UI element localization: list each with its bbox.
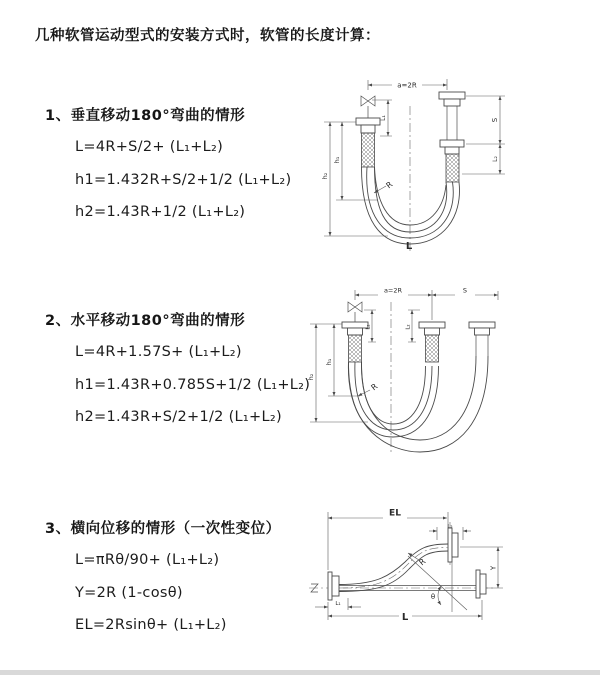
- formula-el: EL=2Rsinθ+ (L₁+L₂): [75, 617, 227, 634]
- label-h2: h₂: [307, 373, 315, 381]
- right-hose-fitting: [439, 92, 465, 182]
- section-3-heading: 3、横向位移的情形（一次性变位）: [45, 521, 281, 537]
- label-y: Y: [489, 565, 498, 571]
- left-hose-fitting: [356, 118, 380, 167]
- dimension-el: [328, 509, 448, 571]
- left-hose-fitting: [342, 322, 368, 362]
- angle-construction: [408, 556, 467, 612]
- label-s: S: [491, 117, 499, 123]
- lower-right-flange-fitting: [476, 570, 486, 598]
- right-hose-fitting: [469, 322, 495, 356]
- formula-length: L=4R+1.57S+ (L₁+L₂): [75, 344, 242, 361]
- left-flange-fitting: [328, 572, 339, 600]
- diagram-horizontal-180-bend: [298, 282, 545, 464]
- label-h1: h₁: [333, 156, 341, 164]
- section-vertical-movement: [45, 104, 291, 229]
- label-l2: L₂: [447, 524, 453, 530]
- label-l1: L₁: [335, 601, 341, 607]
- label-h2: h₂: [321, 172, 329, 180]
- hose-u-bend: [362, 167, 460, 244]
- dimension-l: [328, 600, 482, 623]
- label-r: R: [417, 556, 428, 568]
- label-r: R: [384, 179, 395, 191]
- hose-s-curve: [339, 544, 448, 592]
- middle-hose-fitting: [419, 322, 445, 362]
- upper-right-flange-fitting: [448, 528, 458, 562]
- label-el: EL: [389, 508, 401, 519]
- section-2-heading: 2、水平移动180°弯曲的情形: [45, 313, 246, 329]
- dimension-h2: [321, 122, 388, 236]
- label-l: L: [401, 612, 409, 623]
- label-a2r: a=2R: [383, 286, 403, 295]
- radius-callout: [374, 180, 395, 193]
- dimension-s: [432, 287, 498, 296]
- label-a2r: a=2R: [397, 81, 417, 90]
- section-1-heading: 1、垂直移动180°弯曲的情形: [45, 108, 246, 124]
- formula-h1: h1=1.432R+S/2+1/2 (L₁+L₂): [75, 171, 292, 188]
- formula-h2: h2=1.43R+1/2 (L₁+L₂): [75, 204, 246, 221]
- label-theta: θ: [430, 593, 436, 601]
- formula-h1: h1=1.43R+0.785S+1/2 (L₁+L₂): [75, 376, 311, 393]
- hose-u-bend-shifted: [348, 356, 488, 452]
- dimension-l1: [364, 310, 376, 342]
- formula-y: Y=2R (1-cosθ): [75, 584, 183, 601]
- dimension-l2: [406, 310, 421, 342]
- label-l2: L₂: [492, 156, 499, 162]
- dimension-a2r: [355, 287, 498, 321]
- valve-icon: [361, 96, 375, 118]
- section-1-formulas: [75, 131, 291, 229]
- formula-h2: h2=1.43R+S/2+1/2 (L₁+L₂): [75, 409, 282, 426]
- formula-length: L=πRθ/90+ (L₁+L₂): [75, 552, 220, 569]
- formula-length: L=4R+S/2+ (L₁+L₂): [75, 139, 224, 156]
- label-h1: h₁: [325, 358, 333, 366]
- label-r: R: [369, 381, 380, 393]
- dimension-s: [466, 96, 505, 144]
- diagram-vertical-180-bend: [300, 70, 530, 260]
- page-title: 几种软管运动型式的安装方式时，软管的长度计算：: [35, 28, 380, 44]
- label-l1: L₁: [365, 324, 372, 330]
- label-l1: L₁: [380, 115, 387, 121]
- scan-edge: [0, 670, 600, 675]
- label-l2: L₂: [405, 324, 412, 330]
- radius-callout: [358, 382, 380, 396]
- dimension-l2: [462, 144, 505, 174]
- section-2-formulas: [75, 336, 310, 434]
- section-lateral-displacement: [45, 517, 281, 642]
- label-l: L: [405, 241, 413, 252]
- dimension-l1: [315, 598, 361, 610]
- valve-icon: [348, 302, 362, 322]
- section-3-formulas: [75, 544, 281, 642]
- label-s: S: [462, 286, 468, 295]
- section-horizontal-movement: [45, 309, 310, 434]
- dimension-a2r: [368, 79, 447, 90]
- diagram-lateral-displacement: [295, 500, 550, 660]
